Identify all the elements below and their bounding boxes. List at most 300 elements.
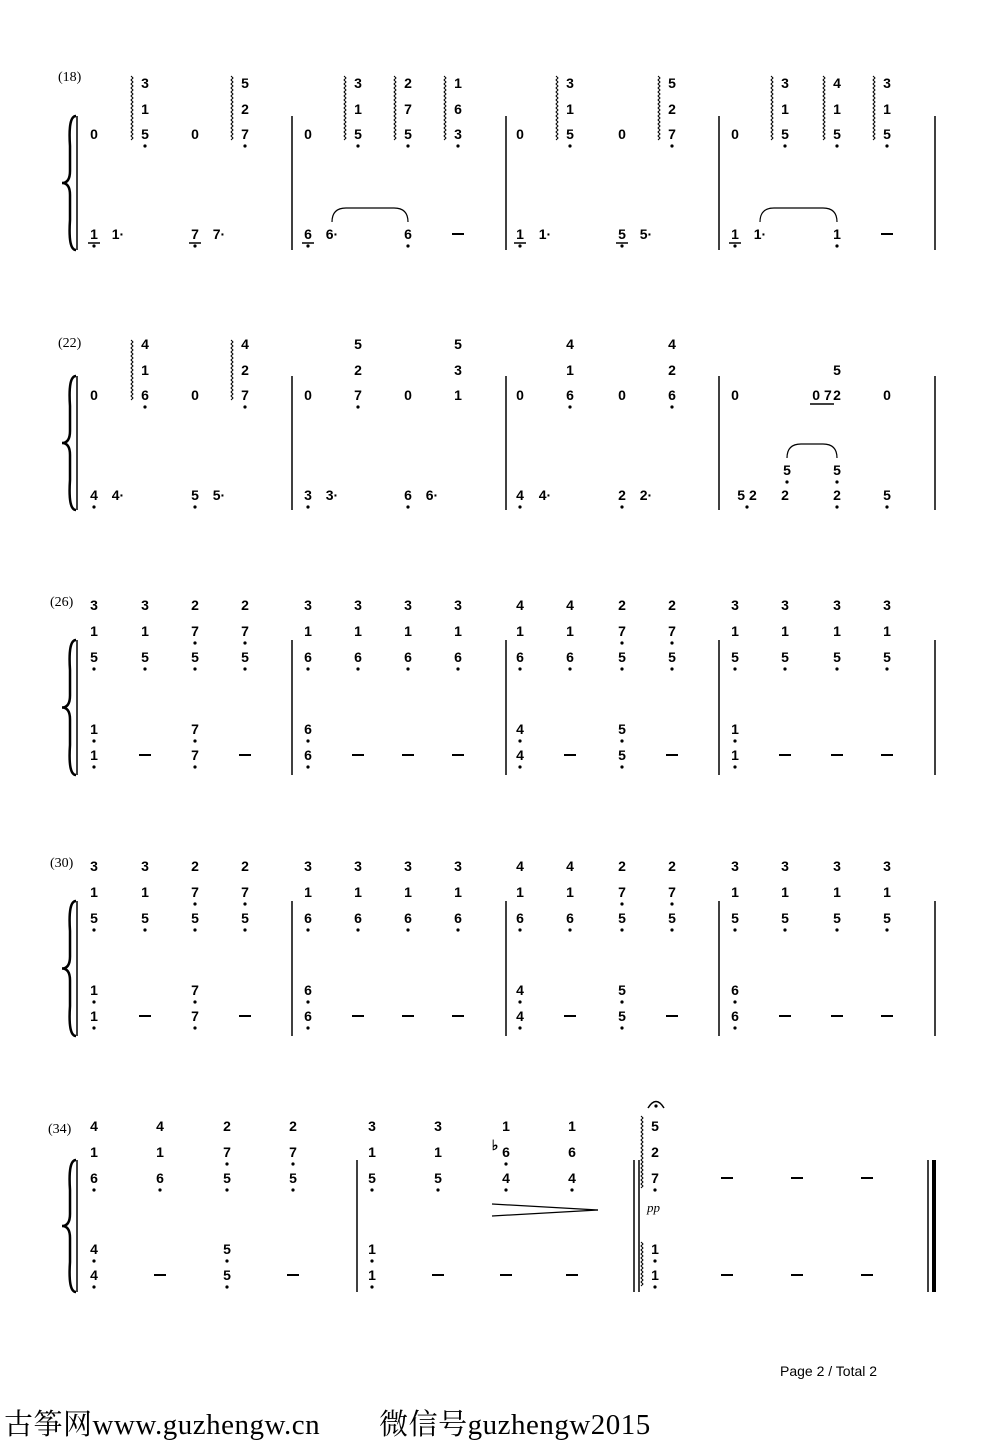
- bass-note: 6: [304, 721, 312, 737]
- octave-dot-low: [92, 1259, 95, 1262]
- chord-note: 2: [618, 858, 626, 874]
- octave-dot-low: [143, 667, 146, 670]
- grand-staff-brace: [62, 640, 76, 775]
- octave-dot-low: [504, 1188, 507, 1191]
- octave-dot-low: [243, 641, 246, 644]
- measure-number: (18): [58, 70, 82, 85]
- chord-note: 3: [833, 858, 841, 874]
- arpeggio-mark: [641, 1116, 643, 1188]
- octave-dot-low: [670, 641, 673, 644]
- bass-note: 5: [223, 1241, 231, 1257]
- bass-note: 6: [304, 1008, 312, 1024]
- bass-note: 4: [90, 1241, 98, 1257]
- chord-note: 1: [883, 623, 891, 639]
- chord-note: 0: [90, 387, 98, 403]
- bass-note: 7·: [212, 226, 226, 242]
- bass-note: 4·: [111, 487, 125, 503]
- chord-note: 4: [156, 1118, 164, 1134]
- octave-dot-low: [370, 1188, 373, 1191]
- chord-note: 5: [241, 75, 249, 91]
- octave-dot-low: [620, 641, 623, 644]
- octave-dot-low: [733, 765, 736, 768]
- chord-note: 5: [833, 362, 841, 378]
- octave-dot-low: [885, 144, 888, 147]
- tie-slur: [787, 444, 837, 458]
- chord-note: 1: [90, 623, 98, 639]
- octave-dot-low: [620, 505, 623, 508]
- chord-note: 1: [434, 1144, 442, 1160]
- octave-dot-low: [785, 480, 788, 483]
- chord-note: 1: [141, 884, 149, 900]
- octave-dot-low: [733, 928, 736, 931]
- octave-dot-low: [143, 928, 146, 931]
- chord-note: 0: [618, 126, 626, 142]
- chord-note: 1: [141, 101, 149, 117]
- bass-note: 2: [618, 487, 626, 503]
- chord-note: 7: [404, 101, 412, 117]
- chord-note: 3: [354, 597, 362, 613]
- hold-dash: [831, 1015, 843, 1017]
- chord-note: 7: [223, 1144, 231, 1160]
- dynamic-marking: pp: [647, 1200, 660, 1215]
- chord-note: 1: [368, 1144, 376, 1160]
- bass-note: 1: [731, 747, 739, 763]
- chord-note: 2: [289, 1118, 297, 1134]
- chord-note: 1: [833, 623, 841, 639]
- octave-dot-low: [92, 765, 95, 768]
- chord-note: 7: [191, 623, 199, 639]
- chord-note: 1: [566, 623, 574, 639]
- chord-note: 0: [191, 126, 199, 142]
- chord-note: 1: [568, 1118, 576, 1134]
- octave-dot-low: [733, 1026, 736, 1029]
- bass-note: 5: [618, 1008, 626, 1024]
- octave-dot-low: [225, 1285, 228, 1288]
- chord-note: 4: [516, 858, 524, 874]
- chord-note: 5: [434, 1170, 442, 1186]
- octave-dot-low: [504, 1162, 507, 1165]
- chord-note: 3: [141, 75, 149, 91]
- chord-note: 3: [731, 858, 739, 874]
- chord-note: 7: [668, 623, 676, 639]
- bass-note: 1: [651, 1267, 659, 1283]
- chord-note: 7: [241, 623, 249, 639]
- octave-dot-low: [653, 1285, 656, 1288]
- chord-note: 2: [404, 75, 412, 91]
- octave-dot-low: [306, 739, 309, 742]
- octave-dot-low: [370, 1285, 373, 1288]
- chord-note: 6: [566, 649, 574, 665]
- chord-note: 1: [304, 623, 312, 639]
- octave-dot-low: [92, 1000, 95, 1003]
- bass-note: 6: [731, 982, 739, 998]
- chord-note: 3: [141, 858, 149, 874]
- octave-dot-low: [518, 244, 521, 247]
- chord-note: 7: [651, 1170, 659, 1186]
- chord-note: 6: [304, 910, 312, 926]
- chord-note: 6: [354, 910, 362, 926]
- chord-note: 6: [568, 1144, 576, 1160]
- chord-note: 4: [516, 597, 524, 613]
- hold-dash: [564, 1015, 576, 1017]
- chord-note: 5: [223, 1170, 231, 1186]
- arpeggio-mark: [658, 76, 660, 140]
- grand-staff-brace: [62, 376, 76, 510]
- bass-note: 2·: [639, 487, 653, 503]
- octave-dot-low: [193, 765, 196, 768]
- bass-note: 2: [781, 487, 789, 503]
- octave-dot-low: [620, 928, 623, 931]
- octave-dot-low: [306, 505, 309, 508]
- chord-note: 3: [454, 597, 462, 613]
- octave-dot-low: [306, 667, 309, 670]
- chord-note: 6: [304, 649, 312, 665]
- bass-note: 5: [618, 721, 626, 737]
- bass-note: 1: [90, 226, 98, 242]
- chord-note: 5: [354, 336, 362, 352]
- chord-note: 0: [304, 387, 312, 403]
- hold-dash: [432, 1274, 444, 1276]
- octave-dot-low: [356, 144, 359, 147]
- chord-note: 6: [516, 649, 524, 665]
- chord-note: 2: [668, 858, 676, 874]
- bass-note: 7: [191, 747, 199, 763]
- chord-note: 2: [651, 1144, 659, 1160]
- page-number: Page 2 / Total 2: [780, 1363, 878, 1379]
- chord-note: 7: [354, 387, 362, 403]
- octave-dot-low: [570, 1188, 573, 1191]
- octave-dot-low: [670, 902, 673, 905]
- octave-dot-low: [92, 928, 95, 931]
- octave-dot-low: [835, 480, 838, 483]
- octave-dot-low: [406, 144, 409, 147]
- bass-note: 5 2: [737, 487, 757, 503]
- octave-dot-low: [143, 405, 146, 408]
- bass-note: 4·: [538, 487, 552, 503]
- octave-dot-low: [193, 902, 196, 905]
- chord-note: 0: [304, 126, 312, 142]
- octave-dot-low: [92, 1188, 95, 1191]
- chord-note: 1: [304, 884, 312, 900]
- hold-dash: [779, 754, 791, 756]
- octave-dot-low: [518, 1026, 521, 1029]
- chord-note: 0: [516, 387, 524, 403]
- arpeggio-mark: [131, 340, 133, 400]
- octave-dot-low: [306, 1000, 309, 1003]
- chord-note: 6: [156, 1170, 164, 1186]
- hold-dash: [566, 1274, 578, 1276]
- bass-note: 3·: [325, 487, 339, 503]
- fermata-dot: [654, 1104, 657, 1107]
- octave-dot-low: [620, 739, 623, 742]
- chord-note: 7: [289, 1144, 297, 1160]
- chord-note: 6: [516, 910, 524, 926]
- chord-note: 7: [668, 884, 676, 900]
- octave-dot-low: [885, 505, 888, 508]
- measure-number: (34): [48, 1122, 72, 1137]
- hold-dash: [239, 1015, 251, 1017]
- bass-note: 6·: [325, 226, 339, 242]
- octave-dot-low: [783, 144, 786, 147]
- octave-dot-low: [456, 144, 459, 147]
- chord-note: 5: [404, 126, 412, 142]
- chord-note: 4: [90, 1118, 98, 1134]
- chord-note: 1: [454, 387, 462, 403]
- chord-note: 3: [90, 858, 98, 874]
- chord-note: 5: [883, 649, 891, 665]
- chord-note: 0: [516, 126, 524, 142]
- octave-dot-low: [193, 505, 196, 508]
- bass-note: 1: [90, 747, 98, 763]
- octave-dot-low: [193, 928, 196, 931]
- hold-dash: [881, 754, 893, 756]
- chord-note: 7: [618, 623, 626, 639]
- octave-dot-low: [568, 667, 571, 670]
- chord-note: 6: [566, 910, 574, 926]
- chord-note: 2: [241, 362, 249, 378]
- octave-dot-low: [92, 1026, 95, 1029]
- hold-dash: [861, 1177, 873, 1179]
- chord-note: 6: [566, 387, 574, 403]
- octave-dot-low: [518, 765, 521, 768]
- octave-dot-low: [356, 667, 359, 670]
- hold-dash: [779, 1015, 791, 1017]
- hold-dash: [791, 1274, 803, 1276]
- octave-dot-low: [456, 667, 459, 670]
- chord-note: 3: [454, 858, 462, 874]
- bass-note: 7: [191, 226, 199, 242]
- octave-dot-low: [243, 928, 246, 931]
- hold-dash: [500, 1274, 512, 1276]
- octave-dot-low: [568, 928, 571, 931]
- octave-dot-low: [92, 1285, 95, 1288]
- octave-dot-low: [243, 405, 246, 408]
- octave-dot-low: [193, 1026, 196, 1029]
- bass-note: 7: [191, 721, 199, 737]
- chord-note: 1: [566, 884, 574, 900]
- chord-note: 6: [502, 1144, 510, 1160]
- chord-note: 2: [223, 1118, 231, 1134]
- chord-note: 5: [781, 649, 789, 665]
- octave-dot-low: [456, 928, 459, 931]
- chord-note: 4: [141, 336, 149, 352]
- chord-note: 3: [304, 858, 312, 874]
- chord-note: 3: [883, 597, 891, 613]
- octave-dot-low: [306, 244, 309, 247]
- octave-dot-low: [143, 144, 146, 147]
- chord-note: 5: [241, 910, 249, 926]
- chord-note: 5: [668, 649, 676, 665]
- chord-note: 5: [241, 649, 249, 665]
- chord-note: 5: [833, 649, 841, 665]
- bass-note: 4: [90, 487, 98, 503]
- chord-note: 1: [566, 362, 574, 378]
- bass-note: 6: [404, 487, 412, 503]
- chord-note: 5: [191, 649, 199, 665]
- tie-slur: [332, 208, 408, 222]
- chord-note: 5: [90, 910, 98, 926]
- chord-note: 5: [668, 910, 676, 926]
- octave-dot-low: [653, 1259, 656, 1262]
- chord-note: 4: [241, 336, 249, 352]
- bass-note: 1: [90, 721, 98, 737]
- octave-dot-low: [620, 1000, 623, 1003]
- chord-note: 3: [883, 75, 891, 91]
- arpeggio-mark: [556, 76, 558, 140]
- measure-number: (30): [50, 856, 74, 871]
- bass-note: 5: [618, 747, 626, 763]
- hold-dash: [452, 1015, 464, 1017]
- bass-note: 1·: [538, 226, 552, 242]
- chord-note: 3: [454, 126, 462, 142]
- octave-dot-low: [92, 505, 95, 508]
- chord-note: 7: [191, 884, 199, 900]
- octave-dot-low: [885, 667, 888, 670]
- chord-note: 1: [516, 623, 524, 639]
- bass-note: 1: [833, 226, 841, 242]
- octave-dot-low: [518, 739, 521, 742]
- chord-note: 7: [618, 884, 626, 900]
- chord-note: 1: [354, 623, 362, 639]
- chord-note: 0 7: [812, 387, 832, 403]
- octave-dot-low: [406, 244, 409, 247]
- bass-note: 5: [223, 1267, 231, 1283]
- chord-note: 6: [404, 649, 412, 665]
- bass-note: 4: [516, 487, 524, 503]
- bass-note: 6·: [425, 487, 439, 503]
- arpeggio-mark: [394, 76, 396, 140]
- chord-note: 2: [191, 597, 199, 613]
- chord-note: 1: [502, 1118, 510, 1134]
- octave-dot-low: [92, 739, 95, 742]
- chord-note: 7: [241, 387, 249, 403]
- octave-dot-low: [783, 667, 786, 670]
- octave-dot-low: [783, 928, 786, 931]
- octave-dot-low: [620, 902, 623, 905]
- hold-dash: [139, 1015, 151, 1017]
- octave-dot-low: [356, 928, 359, 931]
- chord-note: 0: [883, 387, 891, 403]
- octave-dot-low: [835, 144, 838, 147]
- bass-note: 5: [883, 487, 891, 503]
- chord-note: 4: [668, 336, 676, 352]
- measure-number: (22): [58, 336, 82, 351]
- bass-note: 6: [304, 747, 312, 763]
- chord-note: 2: [668, 362, 676, 378]
- hold-dash: [564, 754, 576, 756]
- chord-note: 5: [566, 126, 574, 142]
- octave-dot-low: [436, 1188, 439, 1191]
- octave-dot-low: [885, 928, 888, 931]
- grand-staff-brace: [62, 116, 76, 250]
- bass-note: 1: [368, 1267, 376, 1283]
- chord-note: 4: [566, 336, 574, 352]
- bass-note: 6: [404, 226, 412, 242]
- octave-dot-low: [406, 667, 409, 670]
- chord-note: 1: [454, 75, 462, 91]
- octave-dot-low: [225, 1188, 228, 1191]
- bass-note: 1: [90, 982, 98, 998]
- octave-dot-low: [670, 928, 673, 931]
- chord-note: 5: [354, 126, 362, 142]
- octave-dot-low: [653, 1188, 656, 1191]
- flat-sign: ♭: [491, 1137, 499, 1153]
- chord-note: 1: [156, 1144, 164, 1160]
- chord-note: 4: [566, 858, 574, 874]
- bass-note: 4: [516, 747, 524, 763]
- chord-note: 3: [404, 597, 412, 613]
- chord-note: 2: [191, 858, 199, 874]
- bass-note: 6: [304, 982, 312, 998]
- chord-note: 5: [651, 1118, 659, 1134]
- octave-dot-low: [291, 1162, 294, 1165]
- chord-note: 2: [241, 101, 249, 117]
- octave-dot-low: [406, 505, 409, 508]
- chord-note: 3: [781, 75, 789, 91]
- octave-dot-low: [225, 1259, 228, 1262]
- octave-dot-low: [193, 739, 196, 742]
- octave-dot-low: [370, 1259, 373, 1262]
- chord-note: 3: [454, 362, 462, 378]
- decrescendo-hairpin: [492, 1204, 598, 1210]
- chord-note: 5: [731, 649, 739, 665]
- arpeggio-mark: [444, 76, 446, 140]
- bass-note: 5: [833, 462, 841, 478]
- bass-note: 4: [516, 982, 524, 998]
- chord-note: 1: [454, 623, 462, 639]
- octave-dot-low: [356, 405, 359, 408]
- chord-note: 0: [191, 387, 199, 403]
- chord-note: 3: [304, 597, 312, 613]
- octave-dot-low: [193, 641, 196, 644]
- arpeggio-mark: [873, 76, 875, 140]
- arpeggio-mark: [231, 76, 233, 140]
- chord-note: 1: [404, 623, 412, 639]
- chord-note: 6: [141, 387, 149, 403]
- bass-note: 5·: [212, 487, 226, 503]
- decrescendo-hairpin: [492, 1210, 598, 1216]
- chord-note: 2: [668, 101, 676, 117]
- chord-note: 1: [141, 623, 149, 639]
- chord-note: 6: [354, 649, 362, 665]
- chord-note: 4: [833, 75, 841, 91]
- bass-note: 1: [731, 721, 739, 737]
- hold-dash: [721, 1274, 733, 1276]
- chord-note: 7: [241, 884, 249, 900]
- bass-note: 5: [191, 487, 199, 503]
- bass-note: 5: [618, 226, 626, 242]
- chord-note: 2: [354, 362, 362, 378]
- hold-dash: [881, 1015, 893, 1017]
- octave-dot-low: [835, 667, 838, 670]
- chord-note: 1: [781, 623, 789, 639]
- bass-note: 5: [783, 462, 791, 478]
- chord-note: 2: [668, 597, 676, 613]
- hold-dash: [861, 1274, 873, 1276]
- chord-note: 3: [833, 597, 841, 613]
- watermark-footer: 古筝网www.guzhengw.cn 微信号guzhengw2015: [4, 1409, 651, 1441]
- bass-note: 6: [304, 226, 312, 242]
- hold-dash: [402, 754, 414, 756]
- chord-note: 5: [90, 649, 98, 665]
- octave-dot-low: [620, 1026, 623, 1029]
- octave-dot-low: [745, 505, 748, 508]
- hold-dash: [452, 233, 464, 235]
- arpeggio-mark: [231, 340, 233, 400]
- chord-note: 1: [141, 362, 149, 378]
- chord-note: 5: [368, 1170, 376, 1186]
- chord-note: 5: [141, 649, 149, 665]
